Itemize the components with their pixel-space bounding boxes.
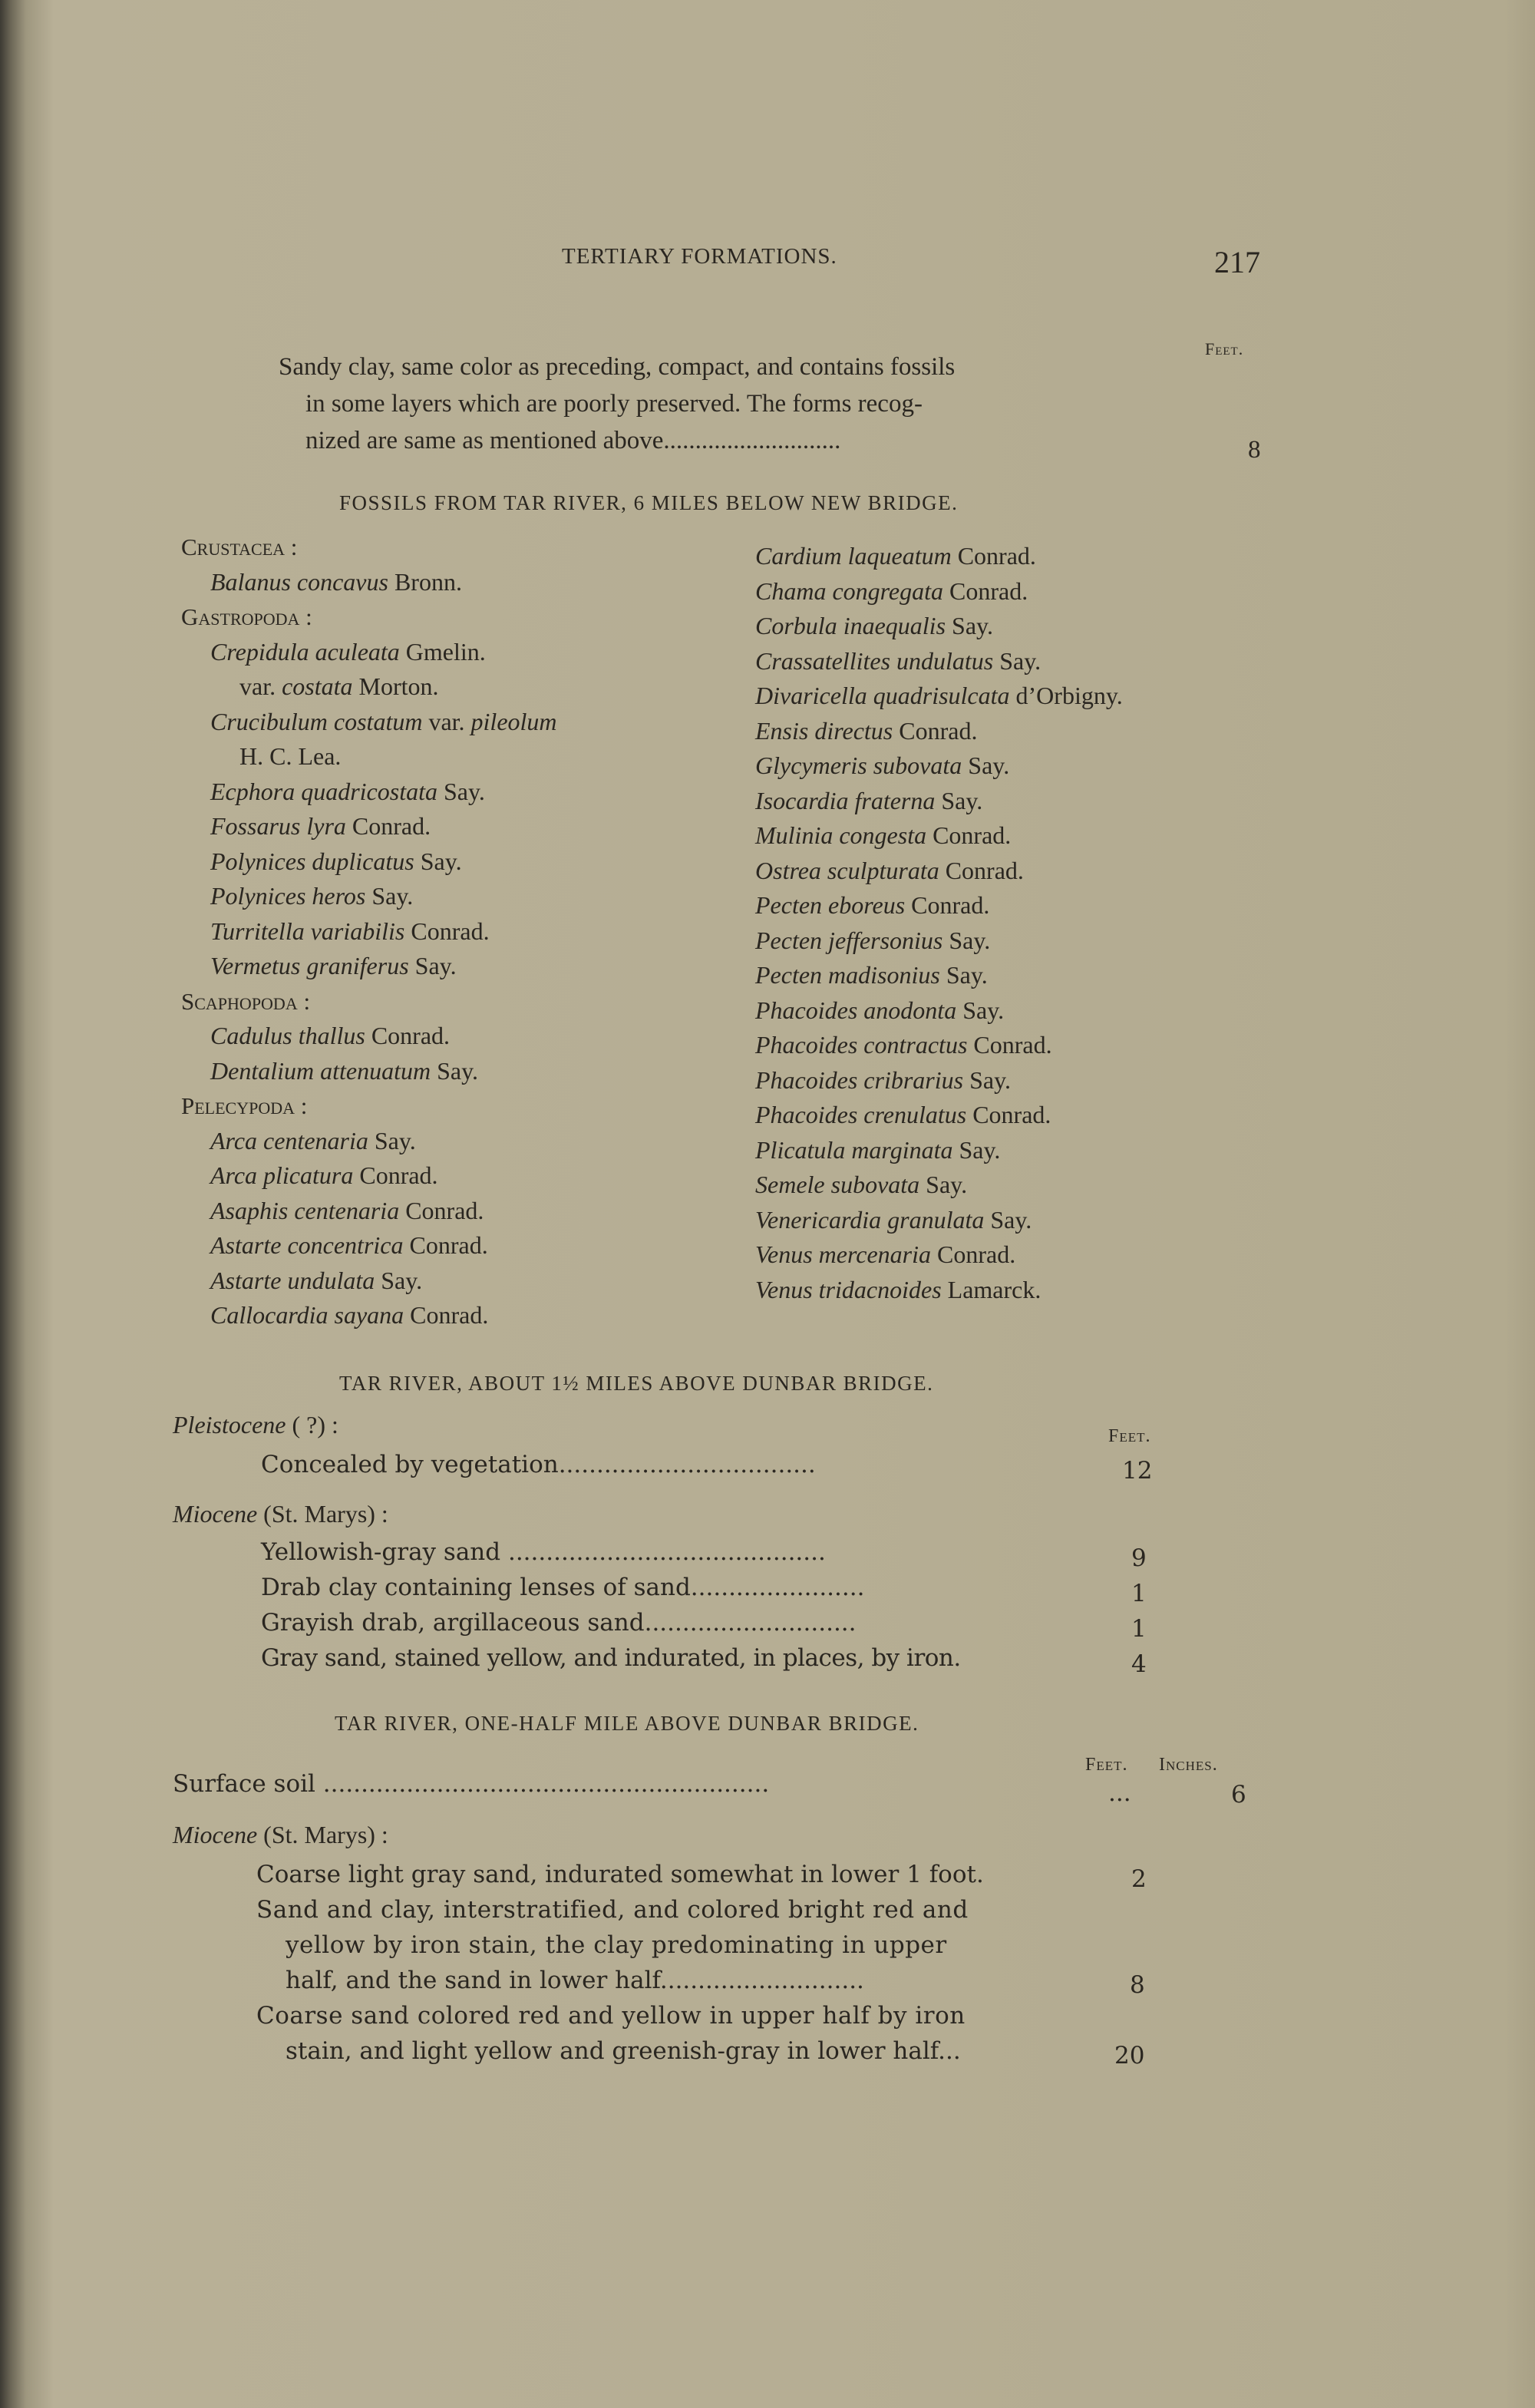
species-author: Conrad. — [399, 1196, 484, 1224]
fossil-species-entry — [181, 809, 557, 844]
species-author: Conrad. — [967, 1031, 1052, 1059]
species-name: Dentalium attenuatum — [210, 1056, 431, 1085]
species-name: Cadulus thallus — [210, 1022, 365, 1049]
fossil-species-entry — [755, 1098, 1123, 1133]
species-name: Venus tridacnoides — [755, 1275, 942, 1303]
species-author: Conrad. — [930, 1240, 1016, 1268]
section2-row-2-value: 8 — [1130, 1971, 1145, 1999]
section1-row-3-value: 1 — [1131, 1615, 1147, 1643]
intro-unit-label: Feet. — [1205, 339, 1244, 358]
fossil-species-entry — [181, 1158, 557, 1194]
section2-row-2-line-1: Sand and clay, interstratified, and colored bright red and — [256, 1896, 969, 1924]
fossil-species-entry — [755, 1133, 1123, 1168]
section1-row-2-text: Drab clay containing lenses of sand....................... — [261, 1574, 865, 1601]
pleistocene-suffix: ( ?) : — [286, 1411, 338, 1439]
section2-row-2-line-3: half, and the sand in lower half........................... — [286, 1967, 864, 1994]
fossil-species-entry — [755, 679, 1123, 714]
species-author: Say. — [963, 1065, 1012, 1094]
fossil-species-entry — [755, 1063, 1123, 1098]
species-name: Balanus concavus — [210, 567, 388, 596]
section2-miocene-label: Miocene — [173, 1821, 258, 1848]
section1-miocene-suffix: (St. Marys) : — [257, 1500, 388, 1528]
species-name: Mulinia congesta — [755, 821, 927, 849]
species-author: Say. — [408, 952, 457, 979]
section2-unit-feet: Feet. — [1085, 1755, 1128, 1775]
section1-row-1-text: Yellowish-gray sand .......................................... — [261, 1538, 826, 1566]
species-author: Say. — [984, 1205, 1032, 1234]
section2-miocene-suffix: (St. Marys) : — [257, 1821, 388, 1848]
taxon-group-heading — [181, 530, 557, 565]
species-name: Chama congregata — [755, 576, 944, 605]
fossil-species-entry — [755, 993, 1123, 1029]
species-name: Crucibulum costatum — [210, 707, 423, 735]
species-name: Pecten eboreus — [755, 891, 906, 919]
fossil-species-entry — [181, 949, 557, 984]
species-name: Phacoides cribrarius — [755, 1065, 964, 1094]
species-author: Conrad. — [404, 917, 490, 945]
species-name: Cardium laqueatum — [755, 542, 952, 570]
running-title: TERTIARY FORMATIONS. — [562, 244, 837, 269]
fossils-left-column — [181, 530, 557, 1333]
species-author: Lamarck. — [941, 1275, 1041, 1303]
species-author: Say. — [414, 847, 462, 875]
fossil-species-entry — [181, 1019, 557, 1054]
variety-prefix: var. — [239, 672, 282, 700]
species-name: Polynices duplicatus — [210, 847, 414, 875]
species-author: Bronn. — [388, 567, 462, 596]
species-name: Pecten jeffersonius — [755, 926, 943, 954]
species-author: Gmelin. — [399, 637, 486, 666]
species-author: Conrad. — [905, 891, 990, 919]
species-name: Phacoides contractus — [755, 1031, 968, 1059]
species-author: Conrad. — [365, 1022, 451, 1049]
fossil-species-entry — [181, 1298, 557, 1333]
species-author: d’Orbigny. — [1009, 682, 1123, 709]
fossil-species-entry — [755, 958, 1123, 993]
section1-heading: TAR RIVER, ABOUT 1½ MILES ABOVE DUNBAR BRIDGE. — [339, 1372, 934, 1395]
surface-soil-text: Surface soil ........................................................... — [173, 1770, 770, 1798]
species-author: Say. — [365, 882, 414, 910]
species-author: Say. — [952, 1135, 1001, 1164]
section1-row-3-text: Grayish drab, argillaceous sand............................ — [261, 1609, 857, 1637]
species-author: Conrad. — [939, 856, 1024, 884]
species-author: Conrad. — [926, 821, 1012, 849]
fossils-heading: FOSSILS FROM TAR RIVER, 6 MILES BELOW NEW BRIDGE. — [339, 491, 959, 514]
fossil-species-entry — [181, 1054, 557, 1089]
taxon-group-label: Crustacea : — [181, 533, 298, 560]
species-author: Say. — [431, 1056, 478, 1085]
taxon-group-heading — [181, 984, 557, 1019]
fossil-species-entry — [181, 669, 557, 705]
species-author: Conrad. — [353, 1161, 438, 1189]
section2-unit-inches: Inches. — [1159, 1755, 1218, 1775]
species-name: Venus mercenaria — [755, 1240, 931, 1268]
species-name: Glycymeris subovata — [755, 751, 962, 779]
fossil-species-entry — [181, 705, 557, 740]
fossil-species-entry — [755, 714, 1123, 749]
species-name: Isocardia fraterna — [755, 786, 936, 814]
species-name: Astarte concentrica — [210, 1231, 404, 1259]
variety-author: Morton. — [352, 672, 439, 700]
pleistocene-label: Pleistocene — [173, 1411, 286, 1439]
species-author: Say. — [935, 786, 983, 814]
section2-row-1-value: 2 — [1131, 1865, 1147, 1893]
species-author: Say. — [956, 996, 1005, 1024]
section1-unit-label: Feet. — [1108, 1426, 1151, 1446]
species-author: Conrad. — [966, 1101, 1051, 1128]
page-number: 217 — [1214, 245, 1260, 279]
taxon-group-label: Pelecypoda : — [181, 1092, 308, 1119]
fossil-species-entry — [755, 1237, 1123, 1273]
species-name: Ostrea sculpturata — [755, 856, 939, 884]
species-name: Ecphora quadricostata — [210, 777, 437, 805]
species-author: Say. — [368, 1126, 416, 1154]
species-author: Conrad. — [943, 576, 1028, 605]
species-author: H. C. Lea. — [239, 742, 342, 770]
taxon-group-label: Scaphopoda : — [181, 987, 311, 1015]
variety-name: pileolum — [470, 707, 557, 735]
fossil-species-entry — [755, 1203, 1123, 1238]
species-author: Say. — [375, 1266, 423, 1294]
fossil-species-entry — [755, 539, 1123, 574]
section1-row-2-value: 1 — [1131, 1580, 1147, 1607]
species-author: Say. — [437, 777, 485, 805]
species-name: Polynices heros — [210, 882, 366, 910]
species-name: Turritella variabilis — [210, 917, 405, 945]
taxon-group-heading — [181, 600, 557, 635]
species-author: Say. — [962, 751, 1010, 779]
species-author: Say. — [942, 926, 991, 954]
species-author: Say. — [919, 1171, 968, 1198]
section2-row-3-line-2: stain, and light yellow and greenish-gray in lower half... — [286, 2037, 961, 2065]
fossil-species-entry — [755, 1273, 1123, 1308]
species-author: Say. — [939, 961, 988, 989]
species-author: Conrad. — [404, 1301, 489, 1329]
section2-heading: TAR RIVER, ONE-HALF MILE ABOVE DUNBAR BRIDGE. — [335, 1712, 919, 1735]
section1-row-4-value: 4 — [1131, 1650, 1147, 1678]
species-name: Astarte undulata — [210, 1266, 375, 1294]
species-name: Arca centenaria — [210, 1126, 368, 1154]
taxon-group-label: Gastropoda : — [181, 603, 312, 630]
species-author: Say. — [993, 646, 1041, 675]
species-name: Plicatula marginata — [755, 1135, 953, 1164]
section2-row-3-value: 20 — [1114, 2042, 1145, 2069]
section1-miocene-heading — [173, 1500, 388, 1528]
species-name: Pecten madisonius — [755, 961, 940, 989]
section2-miocene-heading — [173, 1821, 388, 1849]
fossil-species-entry — [181, 1194, 557, 1229]
species-name: Ensis directus — [755, 716, 893, 745]
pleistocene-heading — [173, 1411, 338, 1439]
fossil-species-entry — [755, 888, 1123, 923]
species-name: Fossarus lyra — [210, 812, 346, 840]
section2-row-1-text: Coarse light gray sand, indurated somewhat in lower 1 foot. — [256, 1861, 984, 1888]
fossil-species-entry — [755, 574, 1123, 609]
fossil-species-entry — [181, 775, 557, 810]
species-name: Vermetus graniferus — [210, 952, 409, 979]
species-author: Conrad. — [893, 716, 978, 745]
species-name: Arca plicatura — [210, 1161, 354, 1189]
species-name: Venericardia granulata — [755, 1205, 985, 1234]
intro-line-3: nized are same as mentioned above............................ — [305, 427, 841, 454]
fossils-right-column — [755, 539, 1123, 1307]
section2-row-2-line-2: yellow by iron stain, the clay predominating in upper — [286, 1931, 947, 1959]
species-name: Semele subovata — [755, 1171, 920, 1198]
fossil-species-entry — [755, 784, 1123, 819]
species-name: Corbula inaequalis — [755, 612, 946, 639]
intro-line-1: Sandy clay, same color as preceding, compact, and contains fossils — [279, 353, 956, 381]
fossil-species-entry — [755, 1168, 1123, 1203]
section2-row-3-line-1: Coarse sand colored red and yellow in upper half by iron — [256, 2002, 966, 2030]
section1-miocene-label: Miocene — [173, 1500, 258, 1528]
section1-row-1-value: 9 — [1131, 1544, 1147, 1572]
section1-row-4-text: Gray sand, stained yellow, and indurated, in places, by iron. — [261, 1644, 961, 1672]
fossil-species-entry — [181, 1228, 557, 1263]
variety-name: costata — [282, 672, 353, 700]
variety-prefix: var. — [422, 707, 471, 735]
taxon-group-heading — [181, 1088, 557, 1124]
fossil-species-entry — [181, 739, 557, 775]
surface-soil-inches: 6 — [1231, 1781, 1246, 1808]
intro-value: 8 — [1248, 436, 1261, 464]
surface-soil-feet: ... — [1108, 1779, 1131, 1807]
species-name: Crepidula aculeata — [210, 637, 400, 666]
species-name: Phacoides crenulatus — [755, 1101, 967, 1128]
fossil-species-entry — [755, 609, 1123, 644]
fossil-species-entry — [755, 923, 1123, 959]
species-name: Divaricella quadrisulcata — [755, 682, 1010, 709]
species-author: Say. — [946, 612, 993, 639]
fossil-species-entry — [181, 1263, 557, 1299]
concealed-row-value: 12 — [1122, 1457, 1153, 1485]
fossil-species-entry — [181, 879, 557, 914]
fossil-species-entry — [755, 854, 1123, 889]
fossil-species-entry — [755, 818, 1123, 854]
species-name: Callocardia sayana — [210, 1301, 404, 1329]
fossil-species-entry — [181, 1124, 557, 1159]
species-author: Conrad. — [951, 542, 1036, 570]
species-author: Conrad. — [345, 812, 431, 840]
fossil-species-entry — [181, 914, 557, 950]
fossil-species-entry — [755, 644, 1123, 679]
concealed-row-text: Concealed by vegetation.................................. — [261, 1451, 816, 1478]
species-name: Crassatellites undulatus — [755, 646, 994, 675]
fossil-species-entry — [181, 635, 557, 670]
fossil-species-entry — [755, 1028, 1123, 1063]
intro-line-2: in some layers which are poorly preserved. The forms recog- — [305, 390, 923, 418]
species-name: Phacoides anodonta — [755, 996, 957, 1024]
species-author: Conrad. — [403, 1231, 488, 1259]
fossil-species-entry — [181, 565, 557, 600]
species-name: Asaphis centenaria — [210, 1196, 400, 1224]
fossil-species-entry — [755, 748, 1123, 784]
fossil-species-entry — [181, 844, 557, 880]
